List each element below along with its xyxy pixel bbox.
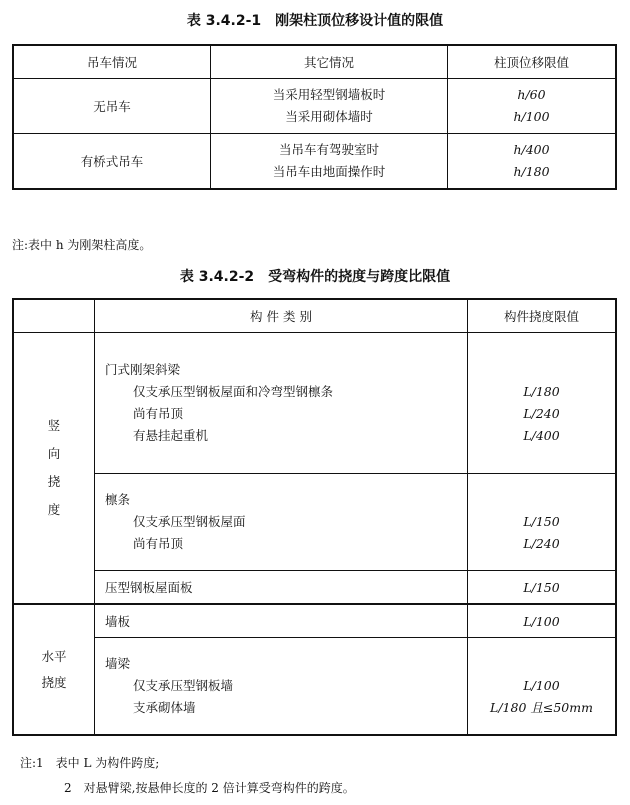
table2-header-category: 构 件 类 别: [95, 299, 468, 333]
group-limit: L/400: [523, 428, 560, 443]
group-desc-cell: [95, 604, 468, 638]
group-limit: L/180: [523, 384, 560, 399]
group-desc-cell: [95, 638, 468, 736]
table1-limits-cell: [448, 79, 617, 134]
group-limit: L/240: [523, 536, 560, 551]
group-limit: L/150: [523, 579, 560, 595]
group-name: 墙梁: [105, 656, 131, 671]
table1-limit: h/400: [513, 142, 550, 157]
table2-title: 表 3.4.2-2 受弯构件的挠度与跨度比限值: [179, 269, 451, 285]
table1-note: 注:表中 h 为刚架柱高度。: [12, 238, 152, 252]
group-limits-cell: [468, 474, 617, 571]
label-line: 挠度: [41, 674, 67, 690]
table1-title: 表 3.4.2-1 刚架柱顶位移设计值的限值: [186, 13, 444, 29]
group-item: 尚有吊顶: [133, 536, 184, 551]
table2-header-blank: [13, 299, 95, 333]
group-item: 支承砌体墙: [133, 700, 196, 715]
table2-header-row: [13, 299, 616, 333]
group-name: 门式刚架斜梁: [105, 362, 181, 377]
label-char: 挠: [47, 474, 61, 489]
table1-case: 当采用轻型钢墙板时: [272, 87, 386, 102]
table2-note-2: 2 对悬臂梁,按悬伸长度的 2 倍计算受弯构件的跨度。: [64, 781, 355, 795]
table-row: [13, 571, 616, 605]
table1-crane-cell: 无吊车: [13, 79, 211, 134]
label-char: 度: [47, 502, 61, 517]
table1-case: 当吊车有驾驶室时: [278, 142, 379, 157]
group-item: 仅支承压型钢板墙: [133, 678, 234, 693]
group-item: 仅支承压型钢板屋面和冷弯型钢檩条: [133, 384, 334, 399]
group-limit: L/100: [523, 678, 560, 693]
group-desc-cell: [95, 474, 468, 571]
horizontal-deflection-label: [13, 604, 95, 735]
table1: [12, 44, 617, 190]
table1-cases-cell: [211, 79, 448, 134]
label-char: 向: [47, 446, 61, 461]
table-row: [13, 474, 616, 571]
table2: [12, 298, 617, 736]
table1-case: 当采用砌体墙时: [285, 109, 373, 124]
table-row: [13, 638, 616, 736]
table1-case: 当吊车由地面操作时: [272, 164, 386, 179]
table1-limit: h/100: [513, 109, 550, 124]
group-desc-cell: [95, 333, 468, 474]
group-limit: L/240: [523, 406, 560, 421]
group-limits-cell: [468, 604, 617, 638]
table-row: [13, 79, 616, 134]
table1-header-crane: 吊车情况: [13, 45, 211, 79]
group-item: 有悬挂起重机: [133, 428, 209, 443]
group-name: 檩条: [105, 492, 131, 507]
table1-crane-cell: 有桥式吊车: [13, 134, 211, 190]
table1-cases-cell: [211, 134, 448, 190]
table2-note-1: 注:1 表中 L 为构件跨度;: [20, 756, 160, 770]
table-row: [13, 604, 616, 638]
table1-header-other: 其它情况: [211, 45, 448, 79]
table2-header-limit: 构件挠度限值: [468, 299, 617, 333]
group-limits-cell: [468, 571, 617, 605]
table1-limits-cell: [448, 134, 617, 190]
table-row: [13, 333, 616, 474]
group-limit: L/180 且≤50mm: [490, 700, 593, 715]
table1-header-row: [13, 45, 616, 79]
vertical-deflection-label: [13, 333, 95, 605]
label-char: 竖: [47, 418, 61, 433]
table-row: [13, 134, 616, 190]
group-item: 仅支承压型钢板屋面: [133, 514, 246, 529]
group-item: 尚有吊顶: [133, 406, 184, 421]
table1-limit: h/60: [517, 87, 546, 102]
group-limit: L/150: [523, 514, 560, 529]
label-line: 水平: [41, 648, 67, 664]
table1-header-limit: 柱顶位移限值: [448, 45, 617, 79]
table1-limit: h/180: [513, 164, 550, 179]
group-name: 墙板: [105, 614, 131, 629]
group-limit: L/100: [523, 613, 560, 629]
group-limits-cell: [468, 638, 617, 736]
group-limits-cell: [468, 333, 617, 474]
group-name: 压型钢板屋面板: [105, 580, 193, 595]
group-desc-cell: [95, 571, 468, 605]
